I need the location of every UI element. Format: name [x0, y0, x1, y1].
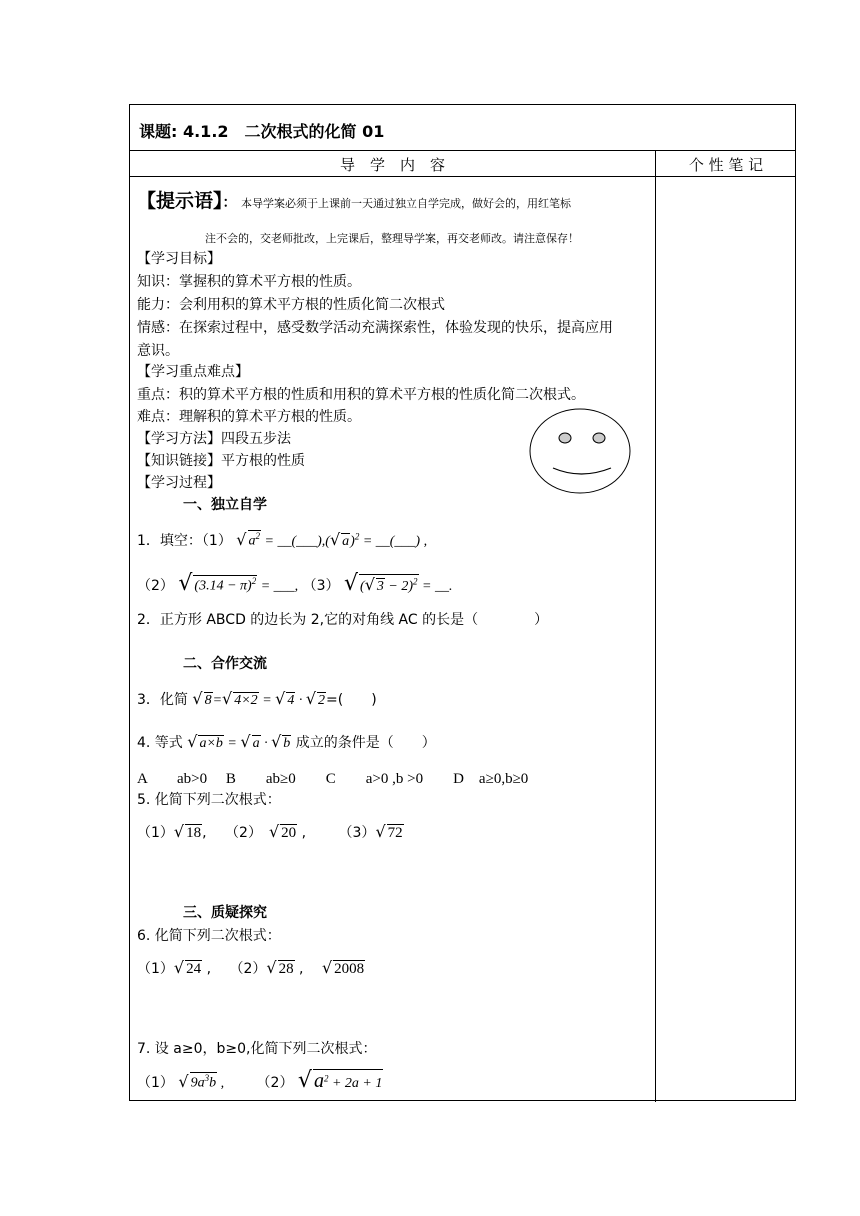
- q7-i2: （2）: [256, 1075, 294, 1091]
- smiley-face-icon: [529, 408, 631, 494]
- q6-items: （1）√ 24 , （2）√ 28 , √ 2008: [137, 958, 365, 977]
- content-column-header: 导 学 内 容: [339, 156, 445, 174]
- q4-prefix: 4. 等式: [137, 735, 183, 751]
- q5-line: 5. 化简下列二次根式：: [137, 792, 281, 808]
- tip-colon: ：: [222, 195, 237, 211]
- goal-ability: 能力：会利用积的算术平方根的性质化简二次根式: [137, 297, 445, 313]
- goal-knowledge: 知识：掌握积的算术平方根的性质。: [137, 274, 361, 290]
- q1-line-2: [137, 571, 452, 596]
- q6-line: 6. 化简下列二次根式：: [137, 928, 281, 944]
- q4-options: A ab>0 B ab≥0 C a>0 ,b >0 D a≥0,b≥0: [137, 771, 529, 787]
- q6-i2: （2）: [229, 961, 267, 977]
- q5-v2: 20: [281, 825, 297, 841]
- q1-number: 1．: [137, 533, 160, 549]
- q3-line: [137, 689, 377, 709]
- q7-expr-2: √ $a^2 + 2a + 1$: [297, 1068, 383, 1093]
- title-row: [130, 105, 795, 151]
- q6-v2: 28: [278, 961, 294, 977]
- key-difficulty: 难点：理解积的算术平方根的性质。: [137, 409, 361, 425]
- q4-line: [137, 732, 436, 752]
- key-focus: 重点：积的算术平方根的性质和用积的算术平方根的性质化简二次根式。: [137, 387, 585, 403]
- key-heading: 【学习重点难点】: [137, 364, 249, 380]
- lesson-title: 课题: 4.1.2 二次根式的化简 01: [139, 122, 385, 141]
- header-row: [130, 151, 795, 177]
- q4-suffix: 成立的条件是（ ）: [295, 735, 436, 751]
- q6-v3: 2008: [334, 961, 365, 977]
- section-2-heading: 二、合作交流: [183, 656, 267, 672]
- q3-prefix: 3．化简: [137, 692, 188, 708]
- column-divider: [655, 151, 656, 1102]
- process-line: 【学习过程】: [137, 475, 221, 491]
- section-3-heading: 三、质疑探究: [183, 905, 267, 921]
- q5-items: （1）√ 18, （2） √ 20 , （3）√ 72: [137, 822, 403, 841]
- q5-v1: 18: [186, 825, 202, 841]
- tip-line-1: [137, 186, 571, 213]
- q7-i1: （1）: [137, 1075, 174, 1091]
- tip-text-1: 本导学案必须于上课前一天通过独立自学完成，做好会的，用红笔标: [240, 197, 571, 210]
- goals-heading: 【学习目标】: [137, 251, 221, 267]
- q1-line-1: [137, 530, 427, 550]
- tip-text-2: 注不会的，交老师批改，上完课后，整理导学案，再交老师改。请注意保存！: [205, 232, 579, 245]
- q5-v3: 72: [387, 825, 403, 841]
- q7-line: 7. 设 a≥0，b≥0,化简下列二次根式：: [137, 1041, 377, 1057]
- section-1-heading: 一、独立自学: [183, 497, 267, 513]
- q1-p3: （3）: [302, 578, 340, 594]
- q4-expr: √ a×b = √ a · √ b: [187, 732, 291, 751]
- q3-expr: √ 8=√ 4×2 = √ 4 · √ 2: [192, 689, 326, 708]
- q3-tail: =( ): [326, 692, 377, 708]
- link-line: 【知识链接】平方根的性质: [137, 453, 305, 469]
- notes-column-header: 个 性 笔 记: [688, 156, 764, 174]
- q1-prefix: 填空：（1）: [159, 533, 232, 549]
- q6-i1: （1）: [137, 961, 174, 977]
- q5-i3: （3）: [338, 825, 376, 841]
- q1-expr-2: √ $(3.14 - \pi)^2$ = ___,: [178, 571, 299, 596]
- worksheet-table: [129, 104, 796, 1101]
- method-line: 【学习方法】四段五步法: [137, 431, 291, 447]
- q6-v1: 24: [186, 961, 202, 977]
- q2-line: 2．正方形 ABCD 的边长为 2,它的对角线 AC 的长是（ ）: [137, 612, 549, 628]
- q7-expr-1: √ $9a^3b$ ,: [178, 1072, 225, 1091]
- q1-expr-1: √ $a^2$ = __(___),(√ a)$^2$ = __(___) ,: [236, 530, 428, 549]
- q1-p2: （2）: [137, 578, 174, 594]
- q1-expr-3: √ (√ 3 − 2)$^2$ = __.: [343, 571, 453, 596]
- q7-items: [137, 1068, 383, 1093]
- q5-i1: （1）: [137, 825, 174, 841]
- q5-i2: （2）: [225, 825, 255, 841]
- goal-emotion-1: 情感：在探索过程中，感受数学活动充满探索性，体验发现的快乐，提高应用: [137, 320, 613, 336]
- tip-label: 【提示语】: [137, 190, 223, 212]
- goal-emotion-2: 意识。: [137, 343, 179, 359]
